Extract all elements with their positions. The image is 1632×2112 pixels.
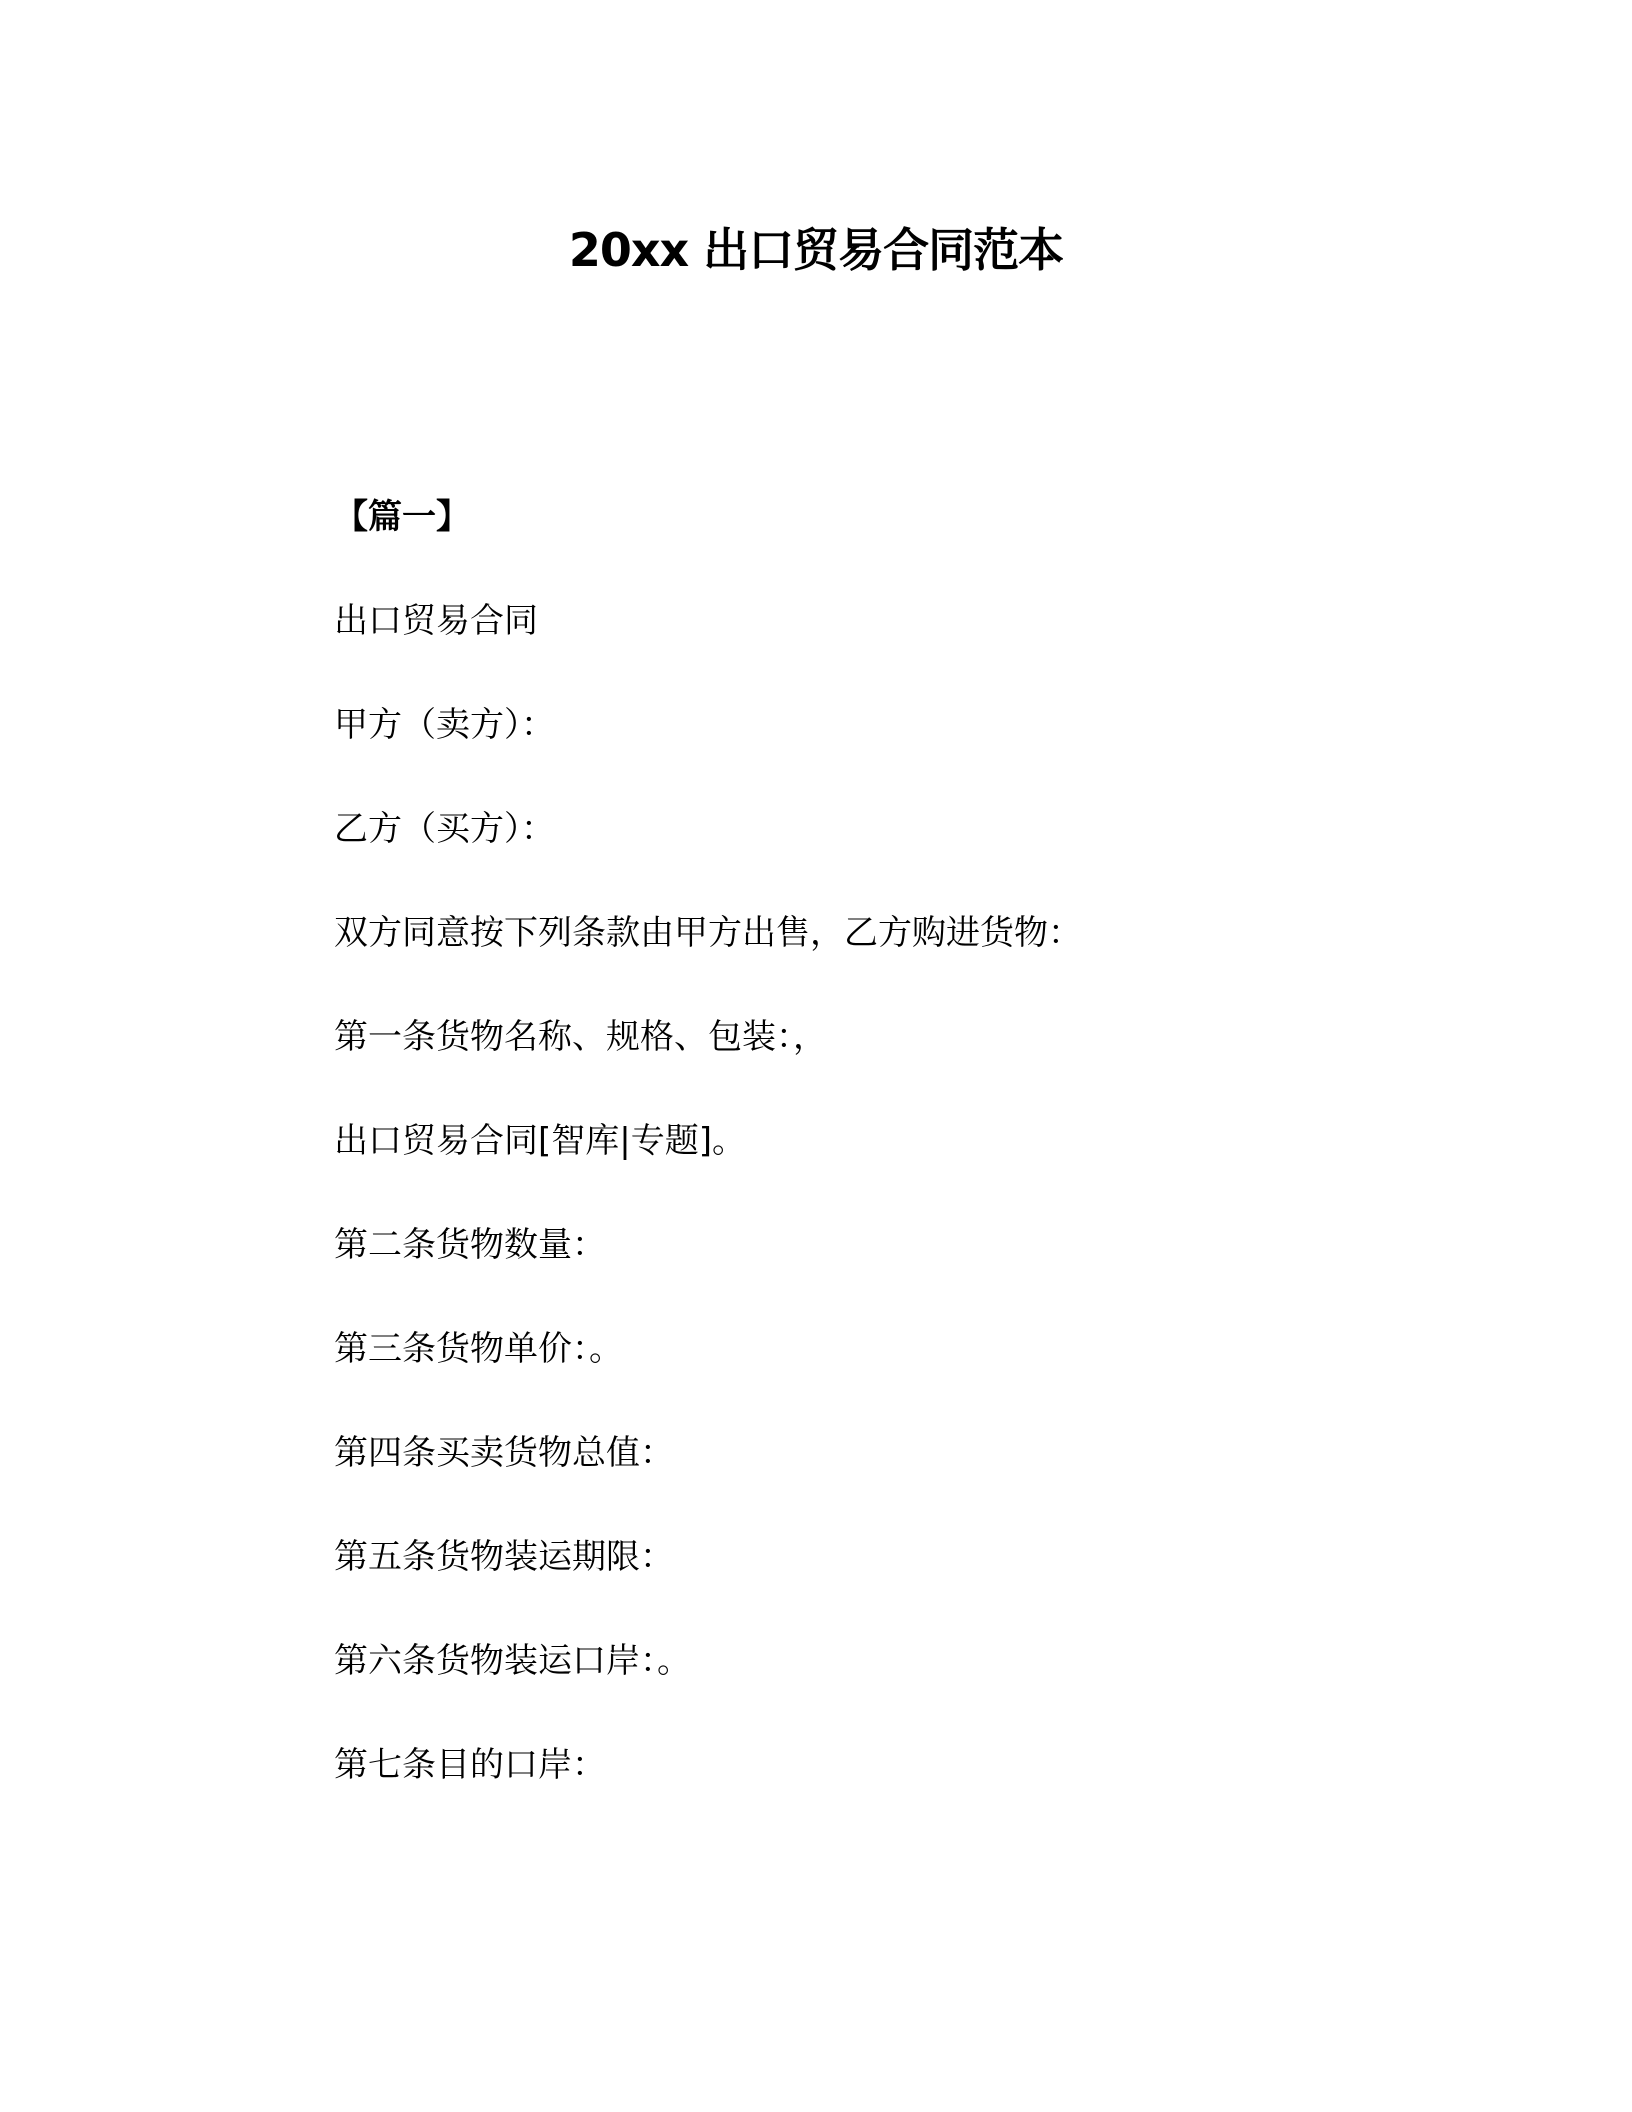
article-5-line: 第五条货物装运期限： xyxy=(334,1537,674,1577)
agreement-line: 双方同意按下列条款由甲方出售，乙方购进货物： xyxy=(334,913,1082,953)
topic-line: 出口贸易合同[智库|专题]。 xyxy=(334,1121,746,1161)
document-body xyxy=(334,493,1434,1845)
article-7-line: 第七条目的口岸： xyxy=(334,1745,606,1785)
article-6-line: 第六条货物装运口岸：。 xyxy=(334,1641,691,1681)
document-title: 20xx 出口贸易合同范本 xyxy=(568,223,1064,277)
article-1-line: 第一条货物名称、规格、包装：， xyxy=(334,1017,827,1057)
section-heading: 【篇一】 xyxy=(334,497,470,537)
contract-name-line: 出口贸易合同 xyxy=(334,601,538,641)
party-b-line: 乙方（买方）： xyxy=(334,809,555,849)
article-3-line: 第三条货物单价：。 xyxy=(334,1329,623,1369)
article-2-line: 第二条货物数量： xyxy=(334,1225,606,1265)
party-a-line: 甲方（卖方）： xyxy=(334,705,555,745)
article-4-line: 第四条买卖货物总值： xyxy=(334,1433,674,1473)
